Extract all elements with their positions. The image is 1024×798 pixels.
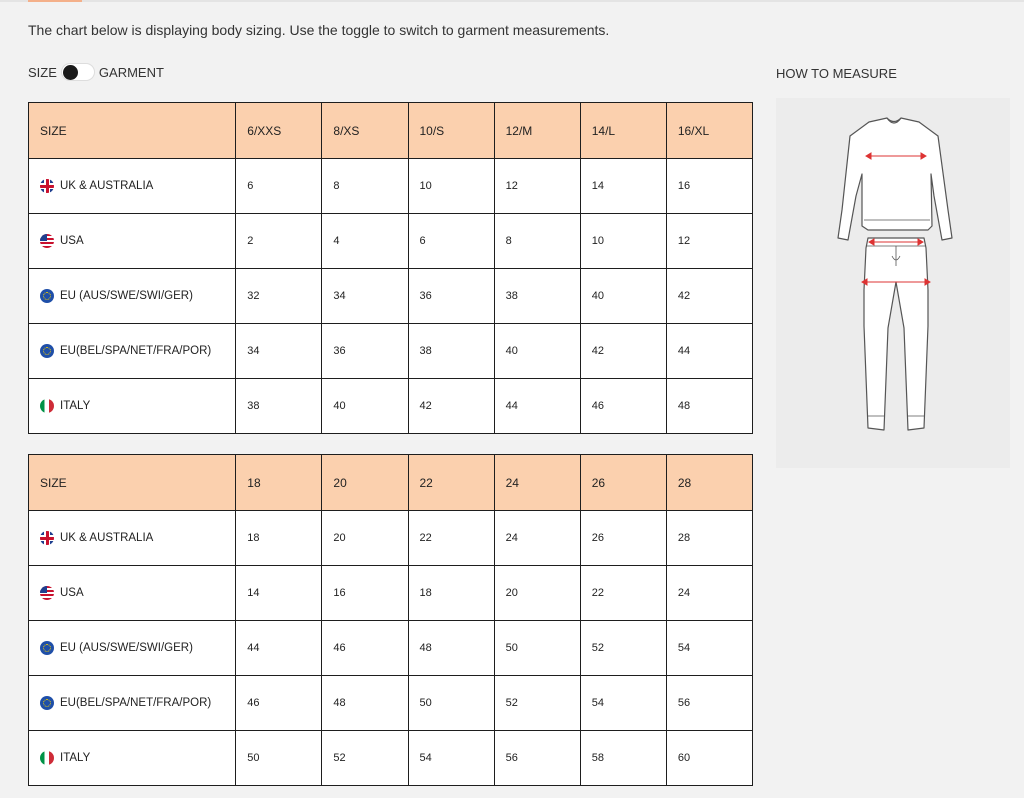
header-cell: SIZE — [29, 455, 236, 511]
size-value-cell: 2 — [236, 214, 322, 269]
size-value-cell: 50 — [494, 621, 580, 676]
header-cell: 12/M — [494, 103, 580, 159]
header-cell: 18 — [236, 455, 322, 511]
region-label: EU(BEL/SPA/NET/FRA/POR) — [60, 697, 212, 709]
region-label: USA — [60, 235, 84, 247]
size-value-cell: 36 — [322, 324, 408, 379]
table-header-row — [29, 455, 753, 511]
size-value-cell: 20 — [322, 511, 408, 566]
toggle-label-garment: GARMENT — [98, 64, 164, 80]
size-value-cell: 6 — [236, 159, 322, 214]
size-value-cell: 44 — [666, 324, 752, 379]
table-row — [29, 214, 753, 269]
size-value-cell: 56 — [666, 676, 752, 731]
size-value-cell: 12 — [666, 214, 752, 269]
region-label: EU (AUS/SWE/SWI/GER) — [60, 642, 193, 654]
size-chart-table-1 — [28, 102, 753, 434]
eu-flag-icon — [40, 289, 54, 303]
size-value-cell: 38 — [236, 379, 322, 434]
size-value-cell: 10 — [408, 159, 494, 214]
size-value-cell: 42 — [580, 324, 666, 379]
size-value-cell: 48 — [408, 621, 494, 676]
size-value-cell: 54 — [580, 676, 666, 731]
size-value-cell: 34 — [236, 324, 322, 379]
uk-flag-icon — [40, 531, 54, 545]
size-value-cell: 28 — [666, 511, 752, 566]
size-value-cell: 24 — [666, 566, 752, 621]
size-value-cell: 26 — [580, 511, 666, 566]
size-value-cell: 18 — [408, 566, 494, 621]
size-value-cell: 40 — [494, 324, 580, 379]
size-value-cell: 48 — [666, 379, 752, 434]
header-cell: 28 — [666, 455, 752, 511]
table-row — [29, 379, 753, 434]
header-cell: 14/L — [580, 103, 666, 159]
size-value-cell: 18 — [236, 511, 322, 566]
eu-flag-icon — [40, 696, 54, 710]
region-label: ITALY — [60, 400, 91, 412]
header-cell: 8/XS — [322, 103, 408, 159]
size-value-cell: 44 — [236, 621, 322, 676]
size-value-cell: 12 — [494, 159, 580, 214]
size-value-cell: 50 — [408, 676, 494, 731]
region-label: ITALY — [60, 752, 91, 764]
region-label: UK & AUSTRALIA — [60, 532, 154, 544]
uk-flag-icon — [40, 179, 54, 193]
size-value-cell: 46 — [236, 676, 322, 731]
size-value-cell: 16 — [666, 159, 752, 214]
table-row — [29, 566, 753, 621]
size-value-cell: 46 — [580, 379, 666, 434]
header-cell: 22 — [408, 455, 494, 511]
size-value-cell: 48 — [322, 676, 408, 731]
header-cell: 16/XL — [666, 103, 752, 159]
size-value-cell: 40 — [580, 269, 666, 324]
header-cell: 10/S — [408, 103, 494, 159]
size-chart-table-2 — [28, 454, 753, 786]
size-value-cell: 44 — [494, 379, 580, 434]
header-cell: 24 — [494, 455, 580, 511]
size-value-cell: 38 — [494, 269, 580, 324]
active-tab-indicator — [28, 0, 82, 2]
size-value-cell: 8 — [322, 159, 408, 214]
size-value-cell: 56 — [494, 731, 580, 786]
size-value-cell: 14 — [580, 159, 666, 214]
size-value-cell: 52 — [580, 621, 666, 676]
top-divider — [0, 0, 1024, 2]
table-row — [29, 511, 753, 566]
size-value-cell: 54 — [666, 621, 752, 676]
size-value-cell: 42 — [408, 379, 494, 434]
size-value-cell: 40 — [322, 379, 408, 434]
how-to-measure-title: HOW TO MEASURE — [776, 66, 897, 81]
toggle-knob — [63, 65, 78, 80]
region-label: EU (AUS/SWE/SWI/GER) — [60, 290, 193, 302]
table-row — [29, 324, 753, 379]
eu-flag-icon — [40, 344, 54, 358]
italy-flag-icon — [40, 399, 54, 413]
us-flag-icon — [40, 586, 54, 600]
size-value-cell: 20 — [494, 566, 580, 621]
size-value-cell: 4 — [322, 214, 408, 269]
pajama-set-illustration-icon — [776, 98, 1010, 468]
size-value-cell: 42 — [666, 269, 752, 324]
eu-flag-icon — [40, 641, 54, 655]
size-value-cell: 14 — [236, 566, 322, 621]
header-cell: 6/XXS — [236, 103, 322, 159]
table-row — [29, 269, 753, 324]
table-row — [29, 676, 753, 731]
size-value-cell: 16 — [322, 566, 408, 621]
size-value-cell: 46 — [322, 621, 408, 676]
measure-illustration — [776, 98, 1010, 468]
table-row — [29, 621, 753, 676]
size-value-cell: 60 — [666, 731, 752, 786]
size-value-cell: 34 — [322, 269, 408, 324]
table-header-row — [29, 103, 753, 159]
intro-text: The chart below is displaying body sizing. Use the toggle to switch to garment measurements. — [28, 22, 610, 38]
size-value-cell: 32 — [236, 269, 322, 324]
size-garment-toggle[interactable] — [61, 63, 95, 81]
size-value-cell: 50 — [236, 731, 322, 786]
size-value-cell: 10 — [580, 214, 666, 269]
size-value-cell: 22 — [408, 511, 494, 566]
region-label: EU(BEL/SPA/NET/FRA/POR) — [60, 345, 212, 357]
size-value-cell: 52 — [322, 731, 408, 786]
table-row — [29, 159, 753, 214]
toggle-label-size: SIZE — [28, 64, 57, 80]
size-value-cell: 54 — [408, 731, 494, 786]
size-value-cell: 36 — [408, 269, 494, 324]
region-label: UK & AUSTRALIA — [60, 180, 154, 192]
size-value-cell: 58 — [580, 731, 666, 786]
size-value-cell: 22 — [580, 566, 666, 621]
us-flag-icon — [40, 234, 54, 248]
italy-flag-icon — [40, 751, 54, 765]
size-value-cell: 38 — [408, 324, 494, 379]
size-value-cell: 6 — [408, 214, 494, 269]
size-value-cell: 52 — [494, 676, 580, 731]
header-cell: 20 — [322, 455, 408, 511]
table-row — [29, 731, 753, 786]
header-cell: SIZE — [29, 103, 236, 159]
header-cell: 26 — [580, 455, 666, 511]
size-value-cell: 8 — [494, 214, 580, 269]
size-value-cell: 24 — [494, 511, 580, 566]
size-garment-toggle-row — [28, 63, 164, 81]
region-label: USA — [60, 587, 84, 599]
